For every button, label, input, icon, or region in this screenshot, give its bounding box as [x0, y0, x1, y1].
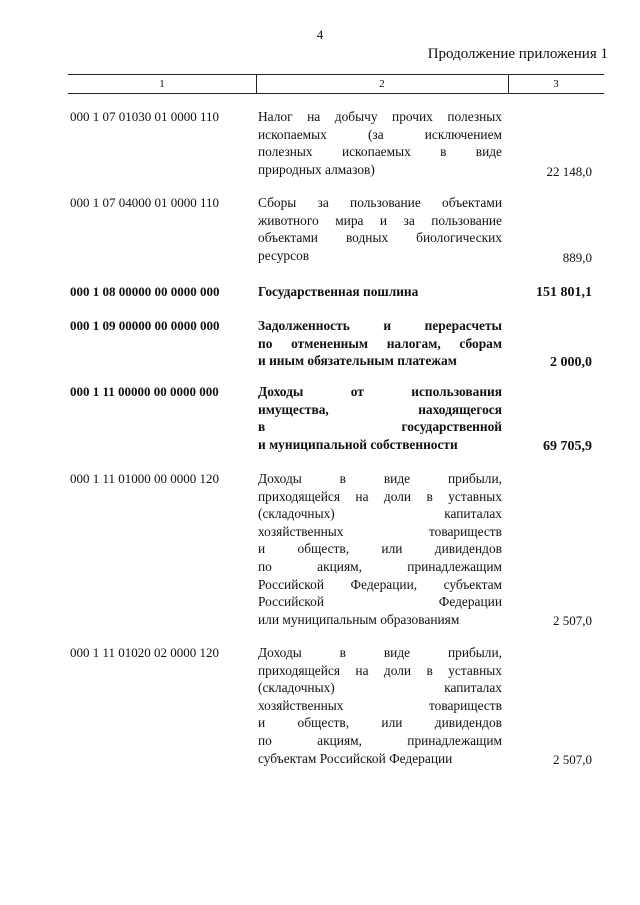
row-description: [258, 317, 502, 370]
description-line: ископаемых (за исключением: [258, 126, 502, 142]
page-number: 4: [316, 27, 324, 42]
table-row: [0, 383, 640, 455]
row-code: 000 1 11 01020 02 0000 120: [70, 645, 220, 660]
description-line: Налог на добычу прочих полезных: [258, 109, 502, 124]
description-line: Доходы в виде прибыли,: [258, 645, 502, 660]
description-line: Доходы от использования: [258, 384, 502, 399]
column-header-3: 3: [553, 78, 559, 90]
row-amount: 69 705,9: [543, 439, 592, 454]
table-row: [0, 194, 640, 266]
description-line: (складочных) капиталах: [258, 506, 502, 522]
description-line: животного мира и за пользование: [258, 212, 502, 228]
description-line: Задолженность и перерасчеты: [258, 318, 502, 333]
table-row: [0, 644, 640, 768]
row-amount: 2 000,0: [550, 355, 592, 370]
row-code: 000 1 11 01000 00 0000 120: [70, 471, 220, 486]
description-line: субъектам Российской Федерации: [258, 750, 453, 766]
column-header: [68, 74, 604, 94]
table-row: [0, 283, 640, 301]
row-code: 000 1 08 00000 00 0000 000: [70, 284, 220, 299]
description-line: объектами водных биологических: [258, 230, 502, 246]
description-line: приходящейся на доли в уставных: [258, 488, 502, 504]
description-line: и муниципальной собственности: [258, 436, 458, 452]
table-row: [0, 108, 640, 180]
table-row: [0, 317, 640, 371]
description-line: Российской Федерации: [258, 594, 502, 610]
description-line: и иным обязательным платежам: [258, 353, 457, 369]
row-code: 000 1 11 00000 00 0000 000: [70, 384, 219, 399]
description-line: приходящейся на доли в уставных: [258, 662, 502, 678]
description-line: (складочных) капиталах: [258, 680, 502, 696]
description-line: хозяйственных товариществ: [258, 523, 502, 539]
row-code: 000 1 07 01030 01 0000 110: [70, 109, 220, 124]
row-code: 000 1 09 00000 00 0000 000: [70, 318, 220, 333]
description-line: и обществ, или дивидендов: [258, 541, 502, 557]
description-line: Российской Федерации, субъектам: [258, 576, 502, 592]
description-line: по отмененным налогам, сборам: [258, 335, 502, 351]
description-line: природных алмазов): [258, 161, 375, 177]
column-header-2: 2: [256, 75, 509, 93]
description-line: имущества, находящегося: [258, 401, 502, 417]
description-line: полезных ископаемых в виде: [258, 144, 502, 160]
row-description: [258, 283, 502, 301]
row-description: [258, 644, 502, 767]
description-line: Доходы в виде прибыли,: [258, 471, 502, 486]
row-description: [258, 194, 502, 264]
row-description: [258, 470, 502, 628]
column-header-1: 1: [68, 75, 257, 93]
table-row: [0, 470, 640, 629]
row-amount: 2 507,0: [553, 752, 592, 767]
description-line: Государственная пошлина: [258, 284, 419, 299]
description-line: в государственной: [258, 419, 502, 435]
row-amount: 151 801,1: [536, 285, 592, 300]
row-description: [258, 383, 502, 453]
continuation-title: Продолжение приложения 1: [427, 46, 608, 62]
description-line: или муниципальным образованиям: [258, 611, 460, 627]
row-amount: 22 148,0: [546, 164, 592, 179]
row-amount: 2 507,0: [553, 613, 592, 628]
row-code: 000 1 07 04000 01 0000 110: [70, 195, 220, 210]
description-line: ресурсов: [258, 247, 310, 263]
description-line: хозяйственных товариществ: [258, 697, 502, 713]
row-amount: 889,0: [562, 250, 592, 265]
description-line: и обществ, или дивидендов: [258, 715, 502, 731]
description-line: по акциям, принадлежащим: [258, 558, 502, 574]
description-line: по акциям, принадлежащим: [258, 732, 502, 748]
description-line: Сборы за пользование объектами: [258, 195, 502, 210]
row-description: [258, 108, 502, 178]
